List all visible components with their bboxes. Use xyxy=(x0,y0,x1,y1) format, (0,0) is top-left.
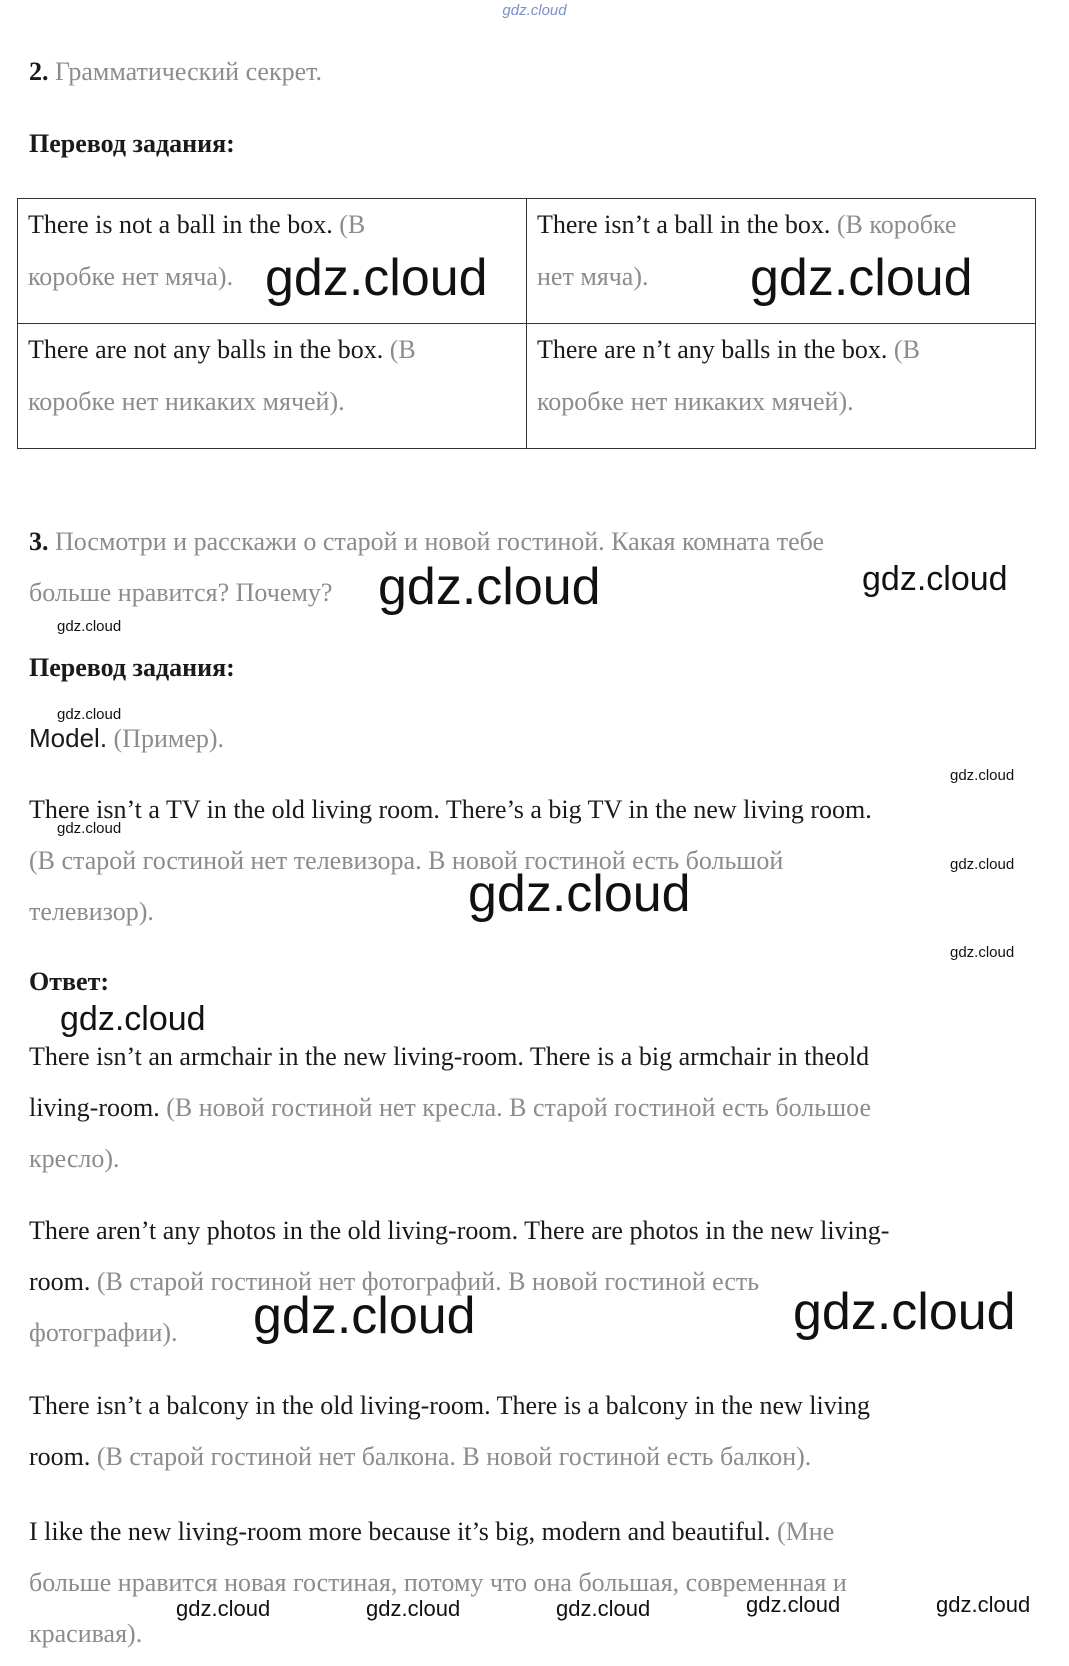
watermark-text: gdz.cloud xyxy=(746,1592,841,1617)
watermark-text: gdz.cloud xyxy=(265,249,488,307)
task2-translation-heading: Перевод задания: xyxy=(29,129,235,158)
top-watermark: gdz.cloud xyxy=(502,2,567,19)
cell-russian: нет мяча). xyxy=(537,262,649,291)
answer3-english: room. xyxy=(29,1442,91,1471)
watermark-text: gdz.cloud xyxy=(57,706,122,723)
watermark-text: gdz.cloud xyxy=(57,618,122,635)
watermark-text: gdz.cloud xyxy=(468,865,691,923)
answer1-line1: There isn’t an armchair in the new living-room. There is a big armchair in theold xyxy=(29,1042,870,1071)
cell-english: There are n’t any balls in the box. xyxy=(537,335,888,364)
cell-russian: коробке нет мяча). xyxy=(28,262,234,291)
watermark-text: gdz.cloud xyxy=(793,1283,1016,1341)
watermark-text: gdz.cloud xyxy=(862,560,1008,598)
cell-english: There is not a ball in the box. xyxy=(28,210,333,239)
answer3-line2 xyxy=(29,1431,811,1483)
watermark-text: gdz.cloud xyxy=(936,1592,1031,1617)
answer4-russian: (Мне xyxy=(777,1517,835,1546)
answer3-russian: (В старой гостиной нет балкона. В новой гостиной есть балкон). xyxy=(96,1442,812,1471)
watermark-text: gdz.cloud xyxy=(950,944,1015,961)
answer-heading: Ответ: xyxy=(29,967,110,996)
cell-russian: (В xyxy=(389,335,416,364)
example-line1: There isn’t a TV in the old living room. There’s a big TV in the new living room. xyxy=(29,795,872,824)
cell-russian: (В xyxy=(339,210,366,239)
model-translation: (Пример). xyxy=(113,724,225,753)
watermark-text: gdz.cloud xyxy=(556,1596,651,1621)
watermark-text: gdz.cloud xyxy=(950,856,1015,873)
example-line2: (В старой гостиной нет телевизора. В новой гостиной есть большой xyxy=(29,846,784,875)
watermark-text: gdz.cloud xyxy=(750,249,973,307)
watermark-text: gdz.cloud xyxy=(366,1596,461,1621)
answer2-russian: (В старой гостиной нет фотографий. В новой гостиной есть xyxy=(96,1267,760,1296)
cell-russian: (В xyxy=(893,335,920,364)
cell-russian: коробке нет никаких мячей). xyxy=(537,387,854,416)
answer4-line1 xyxy=(29,1506,834,1558)
watermark-text: gdz.cloud xyxy=(950,767,1015,784)
example-line3: телевизор). xyxy=(29,897,154,926)
answer2-line3: фотографии). xyxy=(29,1318,178,1347)
task3-title-line2: больше нравится? Почему? xyxy=(29,578,333,607)
table-cell-r2c2 xyxy=(527,324,1036,449)
task2-number: 2. xyxy=(29,57,49,86)
cell-russian: (В коробке xyxy=(836,210,957,239)
answer2-line1: There aren’t any photos in the old living-room. There are photos in the new living- xyxy=(29,1216,890,1245)
task2-heading xyxy=(29,46,322,98)
watermark-text: gdz.cloud xyxy=(253,1287,476,1345)
cell-english: There are not any balls in the box. xyxy=(28,335,384,364)
answer1-english: living-room. xyxy=(29,1093,160,1122)
task2-title: Грамматический секрет. xyxy=(55,57,323,86)
cell-english: There isn’t a ball in the box. xyxy=(537,210,831,239)
task3-translation-heading: Перевод задания: xyxy=(29,653,235,682)
watermark-text: gdz.cloud xyxy=(176,1596,271,1621)
table-cell-r2c1 xyxy=(18,324,527,449)
model-label: Model. xyxy=(29,723,108,753)
answer1-line3: кресло). xyxy=(29,1144,120,1173)
task3-number: 3. xyxy=(29,527,49,556)
watermark-text: gdz.cloud xyxy=(60,1000,206,1038)
answer3-line1: There isn’t a balcony in the old living-room. There is a balcony in the new living xyxy=(29,1391,870,1420)
answer4-line2: больше нравится новая гостиная, потому что она большая, современная и xyxy=(29,1568,847,1597)
answer4-line3: красивая). xyxy=(29,1619,143,1648)
cell-russian: коробке нет никаких мячей). xyxy=(28,387,345,416)
answer1-russian: (В новой гостиной нет кресла. В старой гостиной есть большое xyxy=(166,1093,872,1122)
watermark-text: gdz.cloud xyxy=(57,820,122,837)
grammar-table xyxy=(17,198,1036,449)
answer1-line2 xyxy=(29,1082,871,1134)
task3-title: Посмотри и расскажи о старой и новой гостиной. Какая комната тебе xyxy=(55,527,825,556)
answer4-english: I like the new living-room more because it’s big, modern and beautiful. xyxy=(29,1517,771,1546)
watermark-text: gdz.cloud xyxy=(378,558,601,616)
table-row xyxy=(18,324,1036,449)
answer2-english: room. xyxy=(29,1267,91,1296)
